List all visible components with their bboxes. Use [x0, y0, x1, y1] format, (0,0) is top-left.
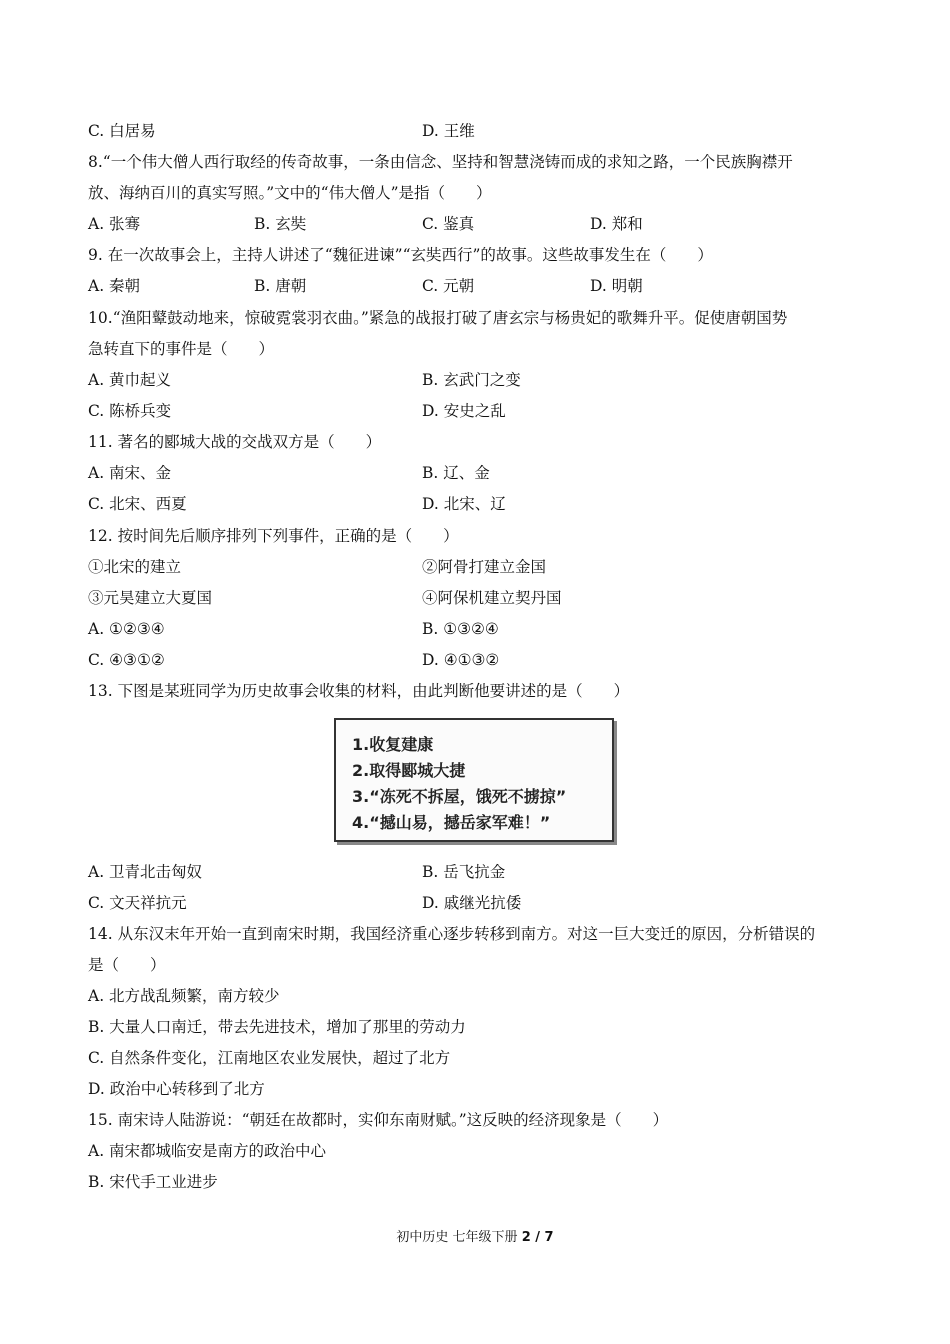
q11-option-a: A. 南宋、金 — [88, 464, 172, 482]
q8-option-d: D. 郑和 — [590, 215, 643, 233]
q12-option-d: D. ④①③② — [422, 651, 500, 669]
q13-stem: 13. 下图是某班同学为历史故事会收集的材料，由此判断他要讲述的是（ ） — [88, 682, 630, 700]
q9-option-a: A. 秦朝 — [88, 277, 141, 295]
q13-option-c: C. 文天祥抗元 — [88, 894, 187, 912]
q9-stem: 9. 在一次故事会上，主持人讲述了“魏征进谏”“玄奘西行”的故事。这些故事发生在（ ） — [88, 246, 713, 264]
q14-option-b: B. 大量人口南迁，带去先进技术，增加了那里的劳动力 — [88, 1018, 466, 1036]
q13-material-figure — [334, 718, 612, 840]
footer-course-label: 初中历史 七年级下册 — [396, 1230, 522, 1245]
q8-option-b: B. 玄奘 — [254, 215, 307, 233]
q14-option-a: A. 北方战乱频繁，南方较少 — [88, 987, 280, 1005]
q11-option-d: D. 北宋、辽 — [422, 495, 506, 513]
q12-stem: 12. 按时间先后顺序排列下列事件，正确的是（ ） — [88, 527, 459, 545]
q12-event-2: ②阿骨打建立金国 — [422, 558, 547, 576]
q11-option-c: C. 北宋、西夏 — [88, 495, 187, 513]
q15-stem: 15. 南宋诗人陆游说：“朝廷在故都时，实仰东南财赋。”这反映的经济现象是（ ） — [88, 1111, 669, 1129]
q9-option-c: C. 元朝 — [422, 277, 475, 295]
q8-stem-line1: 8.“一个伟大僧人西行取经的传奇故事，一条由信念、坚持和智慧浇铸而成的求知之路，一个民族胸襟开 — [88, 153, 793, 171]
q12-option-a: A. ①②③④ — [88, 620, 165, 638]
q10-option-d: D. 安史之乱 — [422, 402, 506, 420]
q9-option-b: B. 唐朝 — [254, 277, 307, 295]
q14-option-c: C. 自然条件变化，江南地区农业发展快，超过了北方 — [88, 1049, 451, 1067]
q12-event-1: ①北宋的建立 — [88, 558, 182, 576]
q14-stem-line2: 是（ ） — [88, 956, 166, 974]
q13-material-item: 4.“撼山易，撼岳家军难！” — [352, 813, 551, 832]
q10-stem-line2: 急转直下的事件是（ ） — [88, 340, 275, 358]
q15-option-a: A. 南宋都城临安是南方的政治中心 — [88, 1142, 327, 1160]
q12-event-4: ④阿保机建立契丹国 — [422, 589, 562, 607]
q13-material-box — [334, 718, 614, 842]
q10-option-a: A. 黄巾起义 — [88, 371, 172, 389]
q8-option-a: A. 张骞 — [88, 215, 141, 233]
q13-material-item: 1.收复建康 — [352, 735, 434, 754]
q10-option-b: B. 玄武门之变 — [422, 371, 521, 389]
q9-option-d: D. 明朝 — [590, 277, 643, 295]
q8-option-c: C. 鉴真 — [422, 215, 475, 233]
q13-material-item: 3.“冻死不拆屋，饿死不掳掠” — [352, 787, 567, 806]
q11-option-b: B. 辽、金 — [422, 464, 490, 482]
q13-option-d: D. 戚继光抗倭 — [422, 894, 522, 912]
q15-option-b: B. 宋代手工业进步 — [88, 1173, 218, 1191]
q8-stem-line2: 放、海纳百川的真实写照。”文中的“伟大僧人”是指（ ） — [88, 184, 492, 202]
q12-option-b: B. ①③②④ — [422, 620, 499, 638]
page-number: 2 / 7 — [521, 1230, 554, 1245]
q13-option-b: B. 岳飞抗金 — [422, 863, 506, 881]
q13-material-item: 2.取得郾城大捷 — [352, 761, 466, 780]
page-footer — [0, 1226, 950, 1245]
q7-option-c: C. 白居易 — [88, 122, 156, 140]
q12-event-3: ③元昊建立大夏国 — [88, 589, 213, 607]
q7-option-d: D. 王维 — [422, 122, 475, 140]
q10-stem-line1: 10.“渔阳鼙鼓动地来，惊破霓裳羽衣曲。”紧急的战报打破了唐玄宗与杨贵妃的歌舞升平。促使唐朝国势 — [88, 309, 788, 327]
q12-option-c: C. ④③①② — [88, 651, 165, 669]
q11-stem: 11. 著名的郾城大战的交战双方是（ ） — [88, 433, 382, 451]
q14-stem-line1: 14. 从东汉末年开始一直到南宋时期，我国经济重心逐步转移到南方。对这一巨大变迁的原因，分析错误的 — [88, 925, 816, 943]
q13-option-a: A. 卫青北击匈奴 — [88, 863, 203, 881]
q10-option-c: C. 陈桥兵变 — [88, 402, 172, 420]
q14-option-d: D. 政治中心转移到了北方 — [88, 1080, 265, 1098]
